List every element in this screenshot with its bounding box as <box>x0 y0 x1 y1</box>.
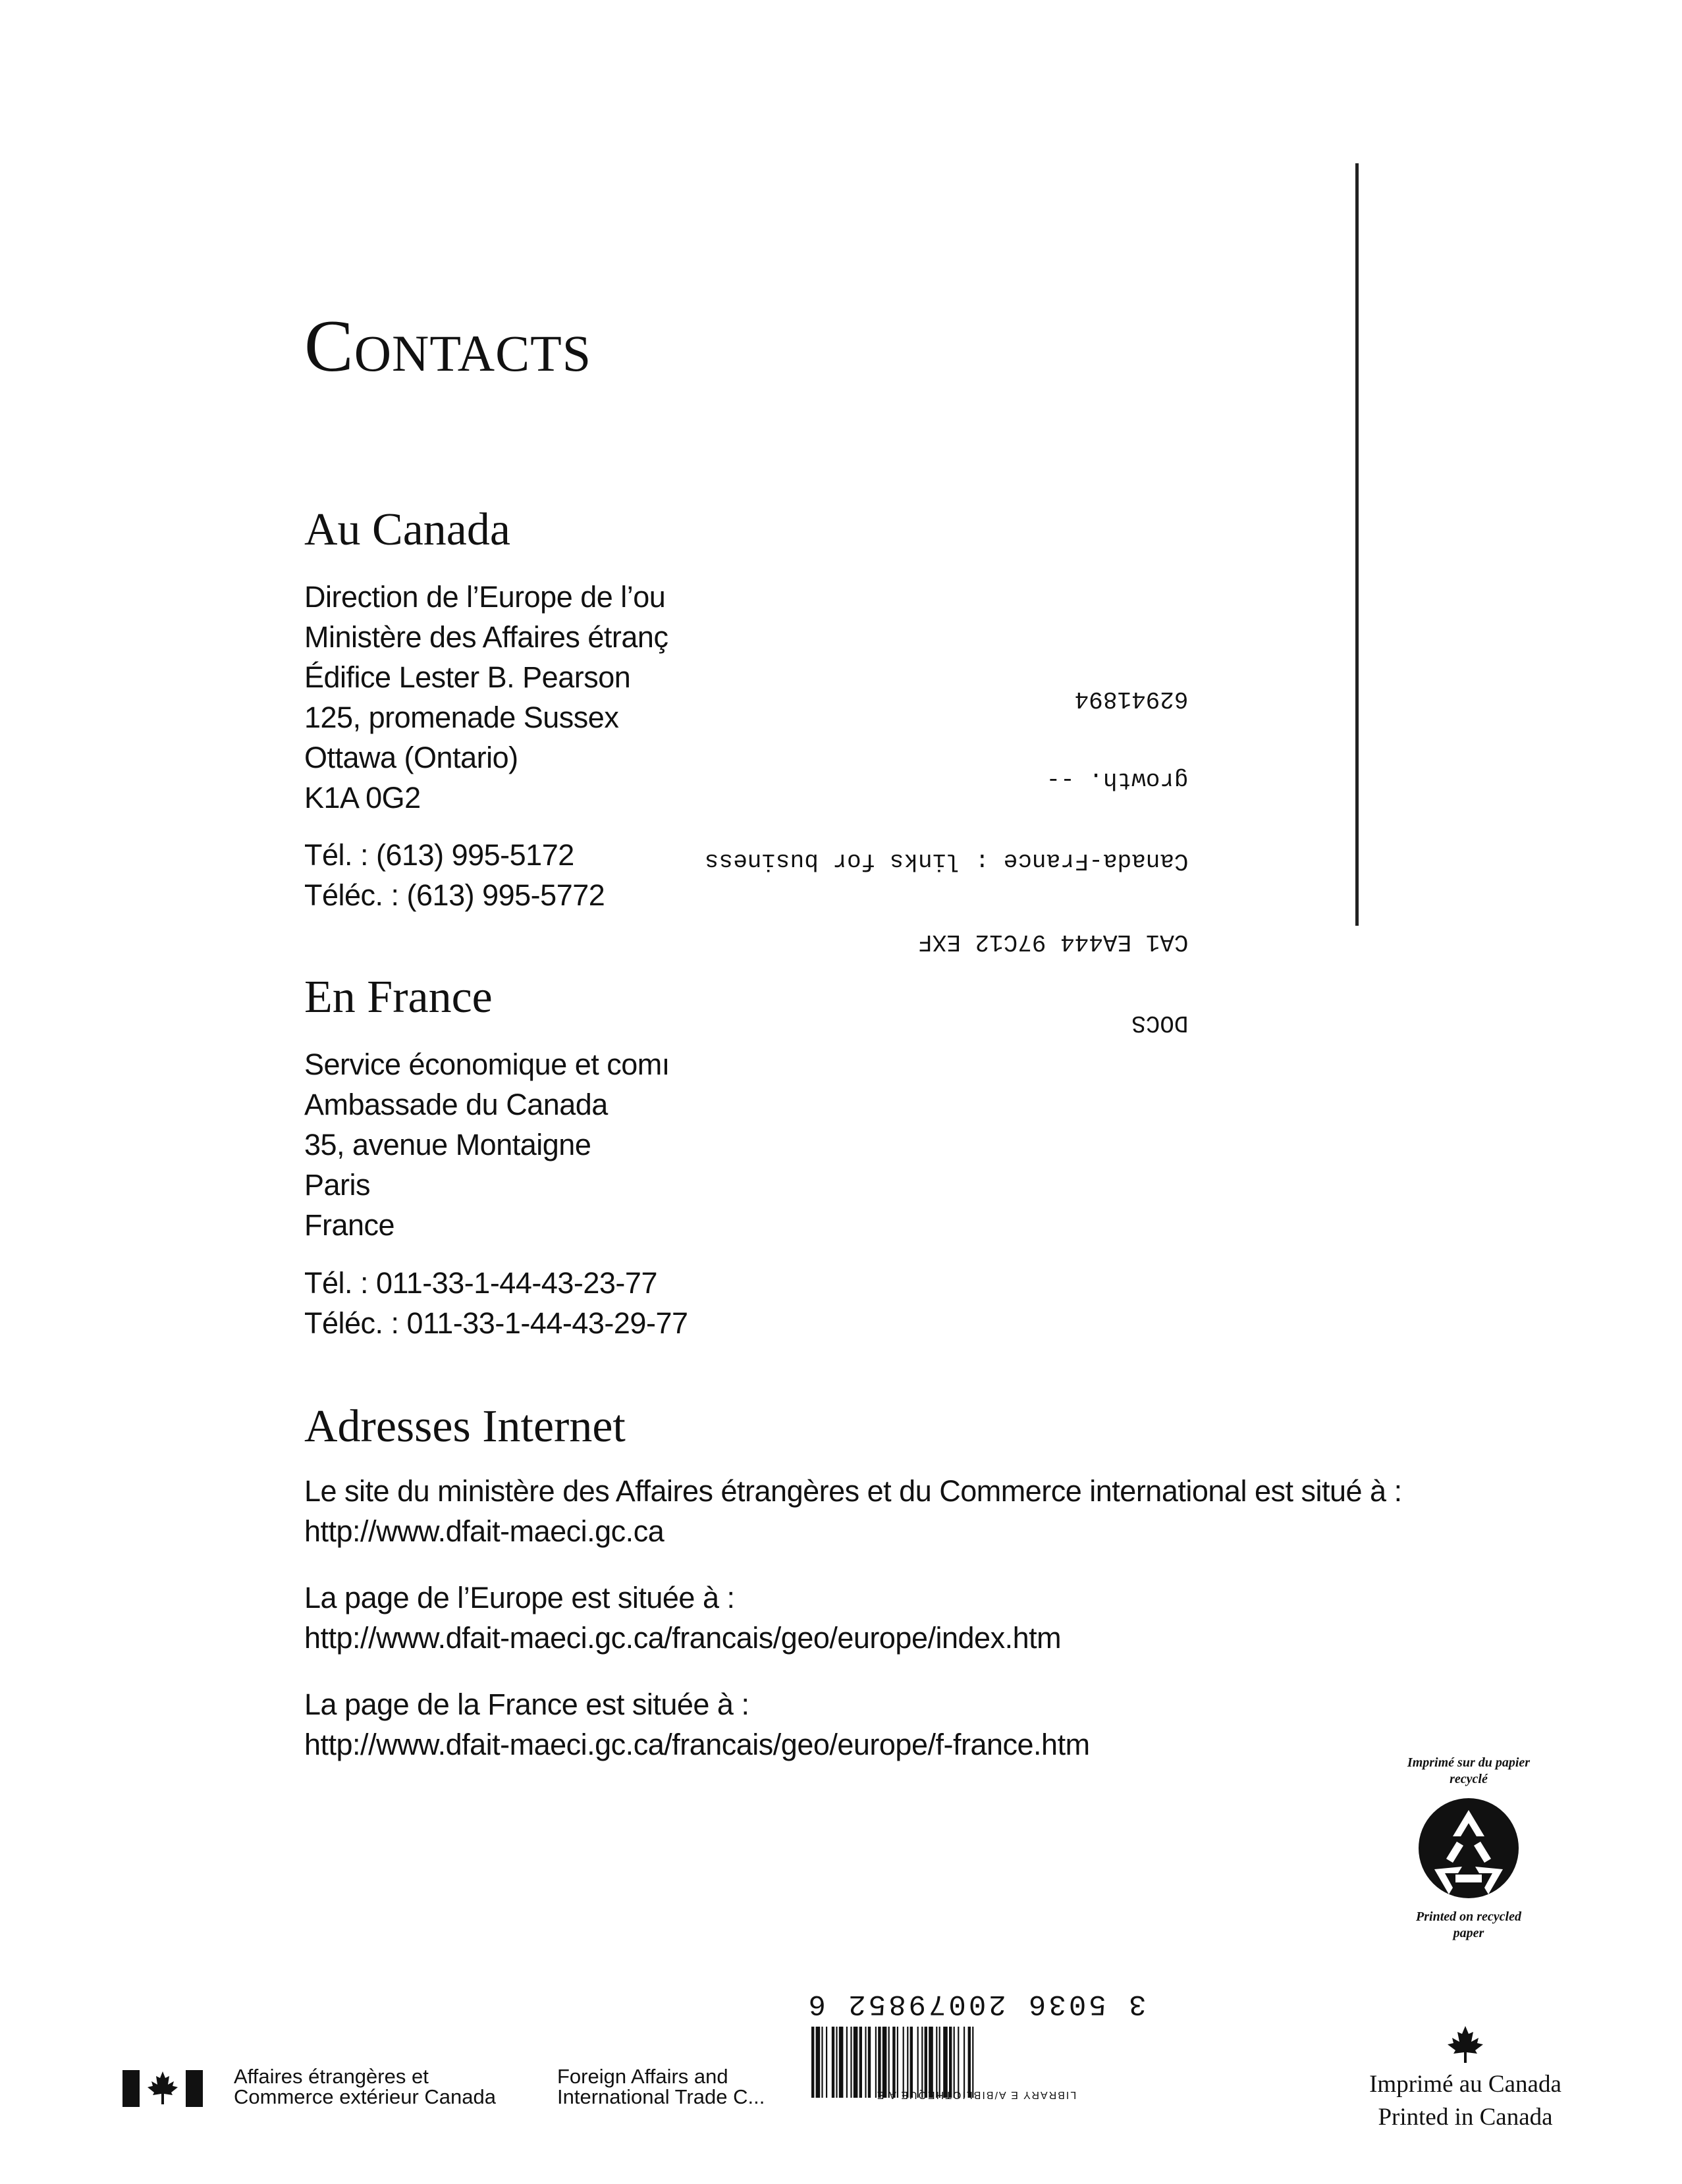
internet-label: La page de la France est située à : <box>304 1688 749 1721</box>
barcode-library-text: LIBRARY E A/BIBLIOTHEQUE A E <box>875 2089 1077 2100</box>
card-edge-line <box>1355 163 1359 926</box>
barcode-bar <box>859 2027 862 2098</box>
barcode-bar <box>811 2027 814 2098</box>
footer-dept-fr <box>234 2066 496 2107</box>
barcode-bar <box>903 2027 904 2098</box>
canada-address-line: Édifice Lester B. Pearson <box>304 660 631 694</box>
internet-url[interactable]: http://www.dfait-maeci.gc.ca/francais/geo/europe/f-france.htm <box>304 1728 1090 1761</box>
france-address-line: France <box>304 1208 395 1242</box>
recycle-text-fr: Imprimé sur du papier recyclé <box>1407 1755 1531 1786</box>
barcode-bar <box>897 2027 898 2098</box>
card-line: growth. -- <box>1046 766 1189 793</box>
canada-fax: Téléc. : (613) 995-5772 <box>304 878 605 912</box>
printed-text-fr: Imprimé au Canada <box>1369 2071 1561 2098</box>
barcode-bar <box>850 2027 852 2098</box>
canada-contact <box>304 835 605 915</box>
canada-address-line: Direction de l’Europe de l’ou <box>304 580 666 614</box>
library-catalogue-label <box>705 658 1189 1090</box>
recycle-icon <box>1416 1796 1521 1901</box>
barcode-bar <box>816 2027 821 2098</box>
barcode-bar <box>936 2027 937 2098</box>
maple-leaf-icon <box>1446 2025 1485 2064</box>
barcode-bar <box>882 2027 887 2098</box>
section-heading-france: En France <box>304 972 493 1023</box>
recycle-text-en: Printed on recycled paper <box>1416 1909 1521 1940</box>
barcode-bar <box>832 2027 834 2098</box>
footer-dept-en <box>557 2066 765 2107</box>
printed-in-canada <box>1357 2025 1574 2134</box>
barcode-bar <box>939 2027 940 2098</box>
barcode-bar <box>972 2027 973 2098</box>
barcode-bar <box>826 2027 827 2098</box>
printed-text-en: Printed in Canada <box>1378 2104 1553 2131</box>
barcode-bar <box>839 2027 844 2098</box>
canada-address <box>304 577 668 818</box>
barcode-bar <box>925 2027 927 2098</box>
barcode-bar <box>929 2027 933 2098</box>
barcode-bar <box>917 2027 919 2098</box>
internet-url[interactable]: http://www.dfait-maeci.gc.ca <box>304 1514 665 1548</box>
card-line: CA1 EA444 97C12 EXF <box>918 928 1189 955</box>
page-title: Contacts <box>304 306 592 387</box>
canada-flag-icon <box>122 2067 203 2110</box>
barcode-bar <box>865 2027 866 2098</box>
barcode-bar <box>888 2027 890 2098</box>
barcode-bar <box>892 2027 895 2098</box>
footer-fr-line1: Affaires étrangères et <box>234 2065 429 2088</box>
barcode-bar <box>910 2027 913 2098</box>
france-tel: Tél. : 011-33-1-44-43-23-77 <box>304 1266 657 1300</box>
canada-address-line: 125, promenade Sussex <box>304 701 619 734</box>
section-heading-canada: Au Canada <box>304 504 510 555</box>
internet-entry <box>304 1578 1061 1658</box>
canada-address-line: Ottawa (Ontario) <box>304 741 518 774</box>
barcode-bar <box>968 2027 971 2098</box>
internet-entry <box>304 1471 1402 1551</box>
card-line: Canada-France : links for business <box>705 847 1189 874</box>
barcode-bar <box>943 2027 948 2098</box>
internet-label: Le site du ministère des Affaires étrangères et du Commerce international est situé à : <box>304 1474 1402 1508</box>
barcode-bar <box>821 2027 823 2098</box>
barcode-bar <box>921 2027 923 2098</box>
internet-label: La page de l’Europe est située à : <box>304 1581 735 1614</box>
footer-en-line2: International Trade C... <box>557 2085 765 2108</box>
france-address <box>304 1044 670 1245</box>
barcode-bar <box>907 2027 908 2098</box>
card-line: DOCS <box>1131 1009 1189 1036</box>
barcode-number: 3 5036 20079852 6 <box>805 1987 1147 2020</box>
internet-url[interactable]: http://www.dfait-maeci.gc.ca/francais/geo/europe/index.htm <box>304 1621 1062 1655</box>
card-line: 62941894 <box>1074 685 1189 712</box>
canada-address-line: K1A 0G2 <box>304 781 421 814</box>
section-heading-internet: Adresses Internet <box>304 1401 626 1452</box>
footer-en-line1: Foreign Affairs and <box>557 2065 728 2088</box>
barcode-bar <box>958 2027 959 2098</box>
france-fax: Téléc. : 011-33-1-44-43-29-77 <box>304 1306 688 1340</box>
france-address-line: Ambassade du Canada <box>304 1088 608 1121</box>
barcode-bar <box>846 2027 848 2098</box>
france-address-line: Paris <box>304 1168 371 1202</box>
canada-address-line: Ministère des Affaires étranç <box>304 620 668 654</box>
barcode-bar <box>878 2027 881 2098</box>
barcode-bar <box>949 2027 952 2098</box>
barcode-bar <box>868 2027 871 2098</box>
barcode-bar <box>854 2027 858 2098</box>
internet-entry <box>304 1684 1090 1765</box>
footer-fr-line2: Commerce extérieur Canada <box>234 2085 497 2108</box>
barcode-bar <box>875 2027 877 2098</box>
canada-tel: Tél. : (613) 995-5172 <box>304 838 574 872</box>
barcode-bar <box>954 2027 955 2098</box>
recycled-paper-badge <box>1403 1755 1534 1942</box>
barcode-bar <box>963 2027 965 2098</box>
france-address-line: 35, avenue Montaigne <box>304 1128 591 1161</box>
barcode-bar <box>836 2027 837 2098</box>
france-contact <box>304 1263 688 1343</box>
france-address-line: Service économique et comı <box>304 1048 670 1081</box>
